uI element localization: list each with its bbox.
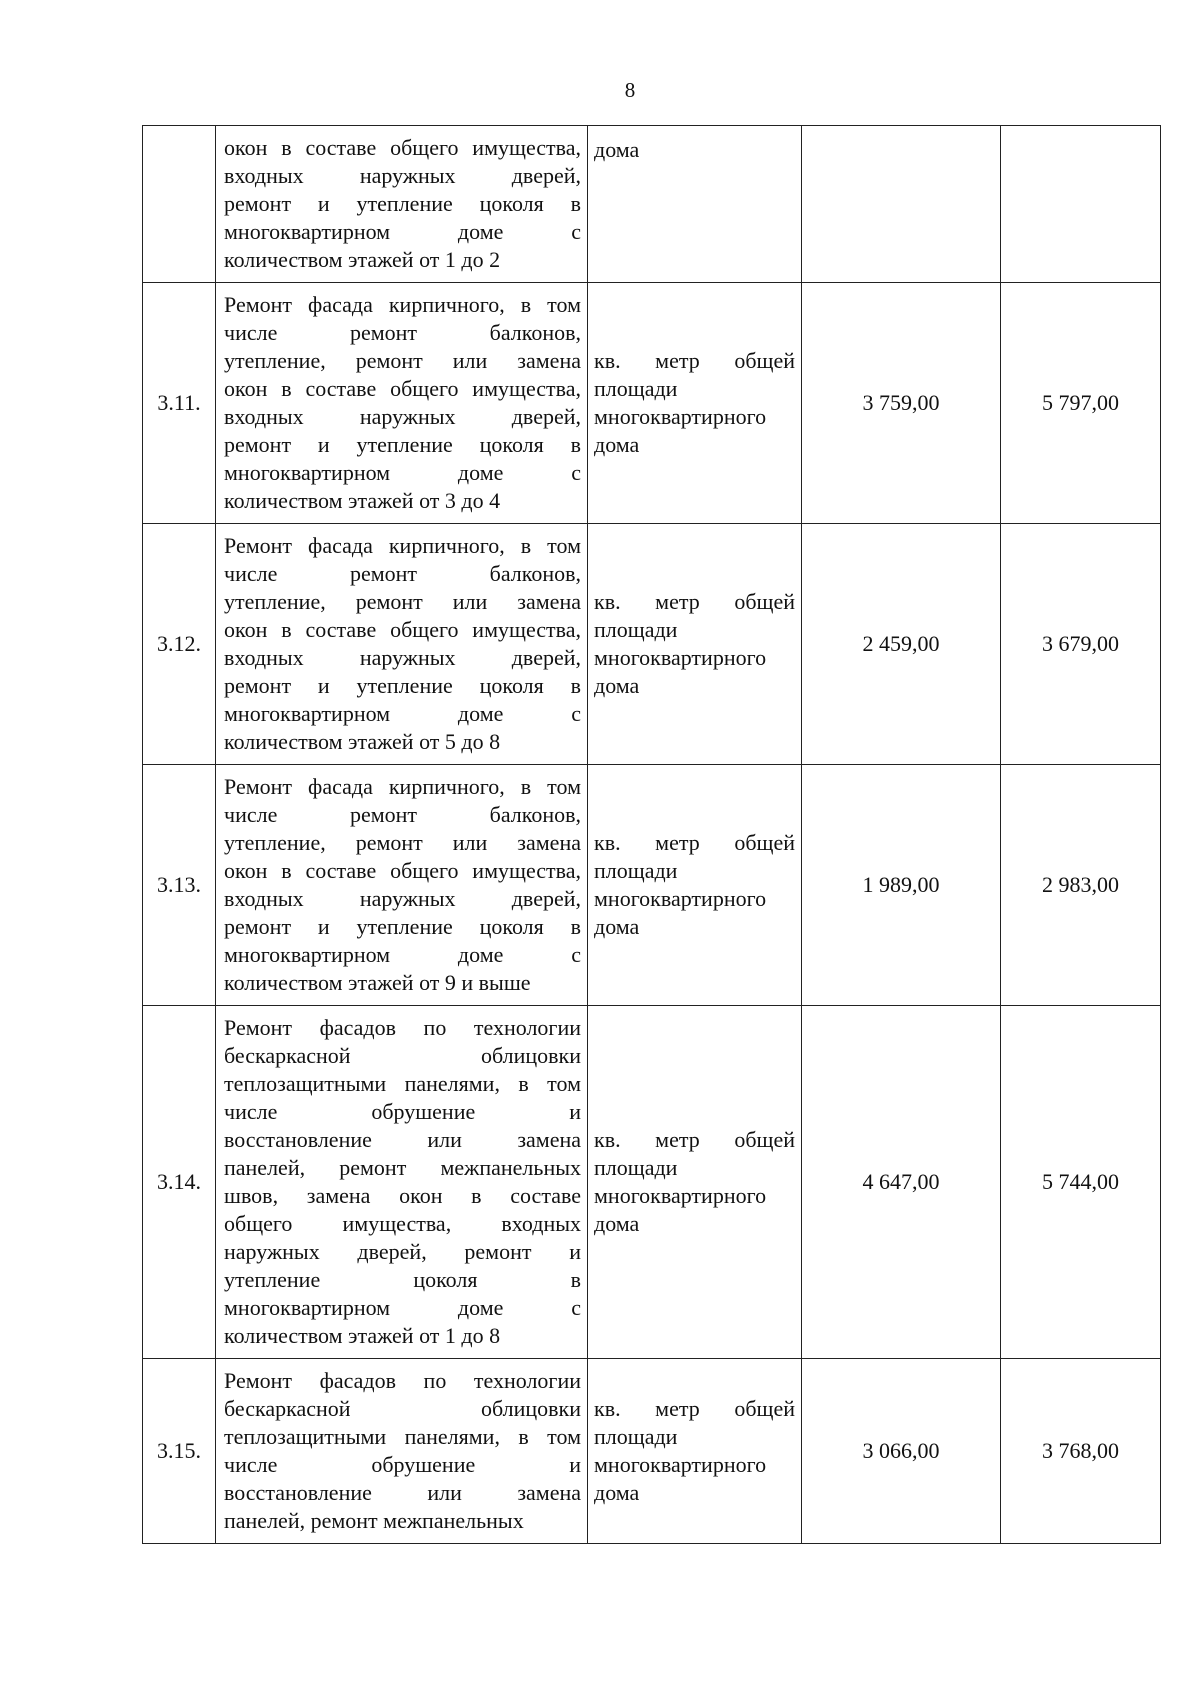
row-number: 3.12. bbox=[143, 524, 216, 765]
value-min: 3 066,00 bbox=[802, 1359, 1001, 1544]
unit-line: многоквартирного bbox=[594, 1452, 767, 1477]
unit-line: многоквартирного bbox=[594, 404, 767, 429]
row-number: 3.11. bbox=[143, 283, 216, 524]
work-description bbox=[216, 1006, 588, 1359]
value-max: 3 679,00 bbox=[1001, 524, 1161, 765]
row-number bbox=[143, 126, 216, 283]
unit-of-measure bbox=[588, 1006, 802, 1359]
unit-line: кв. метр общей bbox=[594, 1396, 795, 1421]
work-description-line: многоквартирном доме с bbox=[224, 460, 581, 485]
work-description-line: утепление цоколя в bbox=[224, 1267, 581, 1292]
work-description-line: входных наружных дверей, bbox=[224, 404, 581, 429]
value-max bbox=[1001, 126, 1161, 283]
value-min: 3 759,00 bbox=[802, 283, 1001, 524]
work-description-line: многоквартирном доме с bbox=[224, 942, 581, 967]
work-description-line: входных наружных дверей, bbox=[224, 886, 581, 911]
work-description-line: утепление, ремонт или замена bbox=[224, 830, 581, 855]
unit-line: дома bbox=[594, 914, 640, 939]
work-description bbox=[216, 126, 588, 283]
unit-line: дома bbox=[594, 1211, 640, 1236]
value-min: 1 989,00 bbox=[802, 765, 1001, 1006]
unit-line: площади bbox=[594, 1155, 678, 1180]
work-description-line: утепление, ремонт или замена bbox=[224, 348, 581, 373]
work-description-line: общего имущества, входных bbox=[224, 1211, 581, 1236]
table-body bbox=[143, 126, 1161, 1544]
unit-line: многоквартирного bbox=[594, 645, 767, 670]
work-description-line: количеством этажей от 1 до 8 bbox=[224, 1323, 501, 1348]
work-description-line: количеством этажей от 3 до 4 bbox=[224, 488, 501, 513]
work-description-line: бескаркасной облицовки bbox=[224, 1396, 581, 1421]
value-max: 3 768,00 bbox=[1001, 1359, 1161, 1544]
unit-line: кв. метр общей bbox=[594, 830, 795, 855]
value-max: 5 797,00 bbox=[1001, 283, 1161, 524]
work-description-line: входных наружных дверей, bbox=[224, 645, 581, 670]
work-description bbox=[216, 765, 588, 1006]
unit-line: площади bbox=[594, 376, 678, 401]
tariff-table bbox=[142, 125, 1161, 1544]
unit-line: дома bbox=[594, 673, 640, 698]
work-description-line: окон в составе общего имущества, bbox=[224, 858, 581, 883]
unit-of-measure bbox=[588, 126, 802, 283]
unit-of-measure bbox=[588, 283, 802, 524]
unit-line: дома bbox=[594, 137, 640, 162]
work-description-line: швов, замена окон в составе bbox=[224, 1183, 581, 1208]
work-description bbox=[216, 1359, 588, 1544]
work-description-line: утепление, ремонт или замена bbox=[224, 589, 581, 614]
work-description-line: Ремонт фасада кирпичного, в том bbox=[224, 533, 581, 558]
work-description-line: Ремонт фасадов по технологии bbox=[224, 1015, 581, 1040]
work-description-line: числе ремонт балконов, bbox=[224, 561, 581, 586]
work-description-line: ремонт и утепление цоколя в bbox=[224, 432, 581, 457]
work-description-line: окон в составе общего имущества, bbox=[224, 376, 581, 401]
table-row bbox=[143, 283, 1161, 524]
row-number: 3.15. bbox=[143, 1359, 216, 1544]
work-description-line: Ремонт фасада кирпичного, в том bbox=[224, 774, 581, 799]
value-min: 2 459,00 bbox=[802, 524, 1001, 765]
work-description-line: панелей, ремонт межпанельных bbox=[224, 1155, 581, 1180]
unit-line: многоквартирного bbox=[594, 1183, 767, 1208]
page-number: 8 bbox=[624, 78, 636, 102]
work-description-line: теплозащитными панелями, в том bbox=[224, 1071, 581, 1096]
unit-line: площади bbox=[594, 617, 678, 642]
table-row-continuation bbox=[143, 126, 1161, 283]
work-description-line: Ремонт фасадов по технологии bbox=[224, 1368, 581, 1393]
work-description-line: входных наружных дверей, bbox=[224, 163, 581, 188]
work-description-line: теплозащитными панелями, в том bbox=[224, 1424, 581, 1449]
unit-line: многоквартирного bbox=[594, 886, 767, 911]
table-row bbox=[143, 524, 1161, 765]
work-description-line: ремонт и утепление цоколя в bbox=[224, 673, 581, 698]
unit-of-measure bbox=[588, 765, 802, 1006]
work-description-line: числе обрушение и bbox=[224, 1452, 581, 1477]
work-description-line: окон в составе общего имущества, bbox=[224, 135, 581, 160]
work-description-line: числе ремонт балконов, bbox=[224, 320, 581, 345]
work-description-line: панелей, ремонт межпанельных bbox=[224, 1508, 524, 1533]
unit-line: кв. метр общей bbox=[594, 589, 795, 614]
unit-line: дома bbox=[594, 432, 640, 457]
work-description-line: количеством этажей от 1 до 2 bbox=[224, 247, 501, 272]
work-description-line: ремонт и утепление цоколя в bbox=[224, 191, 581, 216]
unit-line: дома bbox=[594, 1480, 640, 1505]
value-min bbox=[802, 126, 1001, 283]
work-description-line: ремонт и утепление цоколя в bbox=[224, 914, 581, 939]
work-description-line: многоквартирном доме с bbox=[224, 1295, 581, 1320]
table-row bbox=[143, 1006, 1161, 1359]
work-description-line: бескаркасной облицовки bbox=[224, 1043, 581, 1068]
work-description bbox=[216, 283, 588, 524]
work-description-line: количеством этажей от 9 и выше bbox=[224, 970, 531, 995]
work-description-line: многоквартирном доме с bbox=[224, 701, 581, 726]
value-min: 4 647,00 bbox=[802, 1006, 1001, 1359]
unit-of-measure bbox=[588, 524, 802, 765]
work-description-line: Ремонт фасада кирпичного, в том bbox=[224, 292, 581, 317]
table-row bbox=[143, 1359, 1161, 1544]
row-number: 3.13. bbox=[143, 765, 216, 1006]
work-description-line: восстановление или замена bbox=[224, 1127, 581, 1152]
work-description-line: количеством этажей от 5 до 8 bbox=[224, 729, 501, 754]
row-number: 3.14. bbox=[143, 1006, 216, 1359]
work-description-line: восстановление или замена bbox=[224, 1480, 581, 1505]
table-row bbox=[143, 765, 1161, 1006]
unit-of-measure bbox=[588, 1359, 802, 1544]
unit-line: кв. метр общей bbox=[594, 1127, 795, 1152]
value-max: 5 744,00 bbox=[1001, 1006, 1161, 1359]
unit-line: площади bbox=[594, 1424, 678, 1449]
work-description bbox=[216, 524, 588, 765]
unit-line: кв. метр общей bbox=[594, 348, 795, 373]
work-description-line: окон в составе общего имущества, bbox=[224, 617, 581, 642]
value-max: 2 983,00 bbox=[1001, 765, 1161, 1006]
unit-line: площади bbox=[594, 858, 678, 883]
work-description-line: числе ремонт балконов, bbox=[224, 802, 581, 827]
work-description-line: числе обрушение и bbox=[224, 1099, 581, 1124]
work-description-line: многоквартирном доме с bbox=[224, 219, 581, 244]
work-description-line: наружных дверей, ремонт и bbox=[224, 1239, 581, 1264]
